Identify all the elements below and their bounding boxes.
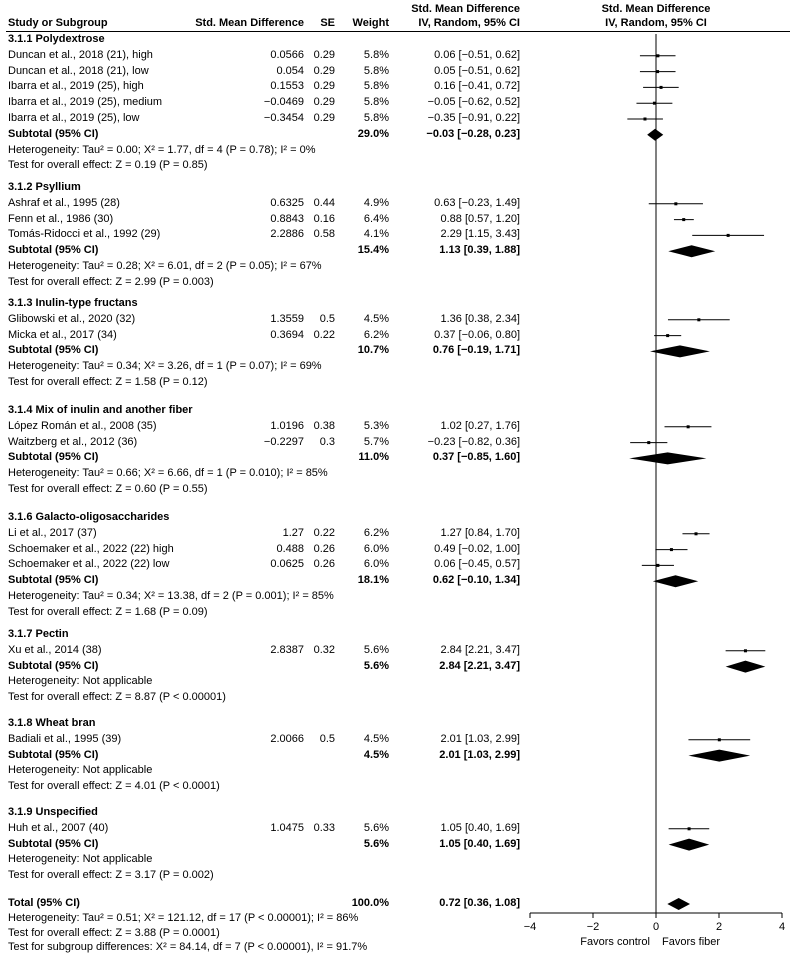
study-se: 0.22	[313, 328, 335, 341]
study-ci: 2.01 [1.03, 2.99]	[440, 732, 520, 745]
subtotal-label: Subtotal (95% CI)	[8, 748, 99, 761]
subtotal-label: Subtotal (95% CI)	[8, 127, 99, 140]
study-ci: 2.29 [1.15, 3.43]	[440, 228, 520, 241]
study-se: 0.29	[313, 64, 335, 77]
study-weight: 4.9%	[363, 196, 389, 209]
study-weight: 5.8%	[363, 48, 389, 61]
heterogeneity-text: Heterogeneity: Not applicable	[8, 764, 153, 777]
study-point	[647, 441, 650, 444]
header-se: SE	[320, 17, 335, 29]
subgroup-title: 3.1.8 Wheat bran	[8, 717, 96, 729]
subtotal-weight: 11.0%	[358, 451, 389, 464]
heterogeneity-text: Heterogeneity: Tau² = 0.34; X² = 13.38, df = 2 (P = 0.001); I² = 85%	[8, 590, 334, 602]
study-name: Schoemaker et al., 2022 (22) low	[8, 558, 170, 571]
study-ci: 1.27 [0.84, 1.70]	[440, 526, 520, 539]
overall-effect-text: Test for overall effect: Z = 1.68 (P = 0.09)	[8, 605, 208, 618]
subtotal-weight: 15.4%	[357, 244, 389, 257]
overall-effect-text: Test for overall effect: Z = 0.60 (P = 0.55)	[8, 483, 208, 495]
study-smd: 0.1553	[270, 80, 304, 93]
study-ci: 0.06 [−0.51, 0.62]	[434, 48, 520, 61]
subgroup-title: 3.1.9 Unspecified	[8, 806, 98, 818]
study-smd: −0.0469	[263, 96, 304, 109]
subtotal-ci: 0.62 [−0.10, 1.34]	[432, 574, 520, 587]
subtotal-ci: 0.76 [−0.19, 1.71]	[432, 344, 520, 357]
subtotal-ci: 2.84 [2.21, 3.47]	[439, 659, 520, 672]
study-weight: 6.0%	[363, 542, 389, 555]
heterogeneity-text: Heterogeneity: Tau² = 0.00; X² = 1.77, df = 4 (P = 0.78); I² = 0%	[8, 143, 316, 156]
heterogeneity-text: Heterogeneity: Not applicable	[8, 853, 153, 866]
x-tick-label: 2	[715, 921, 723, 933]
subtotal-weight: 18.1%	[357, 574, 389, 587]
study-weight: 6.2%	[363, 526, 389, 539]
subtotal-label: Subtotal (95% CI)	[8, 837, 99, 850]
study-name: Waitzberg et al., 2012 (36)	[8, 435, 138, 448]
study-name: López Román et al., 2008 (35)	[8, 419, 157, 432]
study-name: Fenn et al., 1986 (30)	[8, 212, 114, 225]
study-point	[643, 118, 646, 121]
subtotal-weight: 5.6%	[363, 659, 389, 672]
heterogeneity-text: Heterogeneity: Tau² = 0.28; X² = 6.01, df = 2 (P = 0.05); I² = 67%	[8, 260, 322, 272]
study-se: 0.26	[313, 542, 335, 555]
subgroup-title: 3.1.7 Pectin	[8, 628, 69, 640]
study-weight: 5.6%	[363, 643, 389, 656]
study-ci: 0.49 [−0.02, 1.00]	[434, 542, 520, 555]
study-se: 0.38	[313, 419, 335, 432]
study-ci: 0.06 [−0.45, 0.57]	[434, 558, 520, 571]
subtotal-diamond	[647, 129, 663, 141]
study-smd: −0.3454	[263, 112, 304, 124]
subtotal-weight: 10.7%	[357, 344, 389, 357]
subtotal-label: Subtotal (95% CI)	[8, 344, 99, 357]
study-smd: 0.054	[276, 64, 304, 77]
study-smd: 0.6325	[270, 196, 304, 209]
study-point	[718, 738, 721, 741]
study-name: Schoemaker et al., 2022 (22) high	[8, 542, 174, 555]
overall-effect-text: Test for overall effect: Z = 2.99 (P = 0.003)	[8, 275, 214, 288]
subtotal-diamond	[653, 575, 698, 587]
subtotal-ci: 0.37 [−0.85, 1.60]	[432, 451, 520, 464]
study-name: Xu et al., 2014 (38)	[8, 643, 102, 656]
heterogeneity-text: Heterogeneity: Tau² = 0.34; X² = 3.26, df = 1 (P = 0.07); I² = 69%	[8, 360, 322, 373]
study-name: Ibarra et al., 2019 (25), high	[8, 80, 144, 93]
study-ci: 1.05 [0.40, 1.69]	[440, 821, 520, 834]
study-smd: 0.3694	[270, 328, 304, 341]
overall-effect-text: Test for overall effect: Z = 0.19 (P = 0.85)	[8, 159, 208, 172]
subtotal-diamond	[726, 661, 766, 673]
header-smd: Std. Mean Difference	[195, 17, 304, 29]
study-name: Ibarra et al., 2019 (25), low	[8, 112, 140, 124]
study-name: Badiali et al., 1995 (39)	[8, 732, 122, 745]
study-weight: 5.8%	[363, 96, 389, 109]
study-name: Ashraf et al., 1995 (28)	[8, 196, 120, 209]
study-se: 0.5	[319, 312, 335, 325]
subtotal-label: Subtotal (95% CI)	[8, 451, 99, 464]
total-label: Total (95% CI)	[8, 897, 80, 909]
study-se: 0.5	[319, 732, 335, 745]
study-name: Duncan et al., 2018 (21), high	[8, 48, 153, 61]
subtotal-ci: 2.01 [1.03, 2.99]	[439, 748, 520, 761]
subtotal-diamond	[650, 345, 710, 357]
total-diamond	[667, 898, 690, 910]
study-se: 0.29	[313, 96, 335, 109]
subtotal-diamond	[669, 839, 710, 851]
study-smd: 2.2886	[270, 228, 304, 241]
study-smd: 2.8387	[270, 643, 304, 656]
study-smd: 0.488	[276, 542, 304, 555]
study-smd: 2.0066	[270, 732, 304, 745]
subgroup-title: 3.1.4 Mix of inulin and another fiber	[8, 404, 193, 416]
header-ci-line1: Std. Mean Difference	[411, 3, 520, 15]
subtotal-label: Subtotal (95% CI)	[8, 244, 99, 257]
overall-effect-text: Test for overall effect: Z = 1.58 (P = 0.12)	[8, 376, 208, 388]
study-se: 0.58	[313, 228, 335, 241]
heterogeneity-text: Heterogeneity: Not applicable	[8, 675, 153, 688]
subtotal-ci: −0.03 [−0.28, 0.23]	[426, 127, 520, 140]
study-ci: 0.63 [−0.23, 1.49]	[434, 196, 520, 209]
study-point	[674, 202, 677, 205]
footer-text: Heterogeneity: Tau² = 0.51; X² = 121.12, df = 17 (P < 0.00001); I² = 86%	[8, 912, 359, 924]
study-point	[744, 649, 747, 652]
study-ci: 0.37 [−0.06, 0.80]	[434, 328, 520, 341]
study-name: Glibowski et al., 2020 (32)	[8, 312, 136, 325]
study-weight: 5.8%	[363, 112, 389, 124]
subtotal-weight: 4.5%	[363, 748, 389, 761]
subtotal-diamond	[688, 750, 750, 762]
study-weight: 5.7%	[363, 435, 389, 448]
study-point	[682, 218, 685, 221]
study-weight: 5.6%	[363, 821, 389, 834]
study-ci: −0.23 [−0.82, 0.36]	[427, 435, 520, 448]
subtotal-diamond	[629, 452, 706, 464]
study-weight: 5.8%	[363, 80, 389, 93]
study-weight: 4.1%	[363, 228, 389, 241]
study-smd: 1.27	[282, 526, 304, 539]
x-tick-label: −4	[523, 921, 537, 933]
study-smd: 0.0566	[270, 48, 304, 61]
x-tick-label: 4	[778, 921, 786, 933]
study-ci: 1.02 [0.27, 1.76]	[440, 419, 520, 432]
subgroup-title: 3.1.1 Polydextrose	[8, 33, 105, 45]
overall-effect-text: Test for overall effect: Z = 3.17 (P = 0.002)	[8, 869, 214, 882]
study-name: Ibarra et al., 2019 (25), medium	[8, 96, 163, 109]
study-se: 0.29	[313, 112, 335, 124]
study-point	[727, 234, 730, 237]
favors-fiber-label: Favors fiber	[662, 936, 721, 948]
header-plot-line2: IV, Random, 95% CI	[605, 17, 707, 29]
study-se: 0.44	[313, 196, 335, 209]
study-point	[695, 532, 698, 535]
subgroup-title: 3.1.6 Galacto-oligosaccharides	[8, 511, 170, 523]
study-point	[656, 564, 659, 567]
subtotal-weight: 29.0%	[357, 127, 389, 140]
study-weight: 6.0%	[363, 558, 389, 571]
study-weight: 6.4%	[363, 212, 389, 225]
study-weight: 4.5%	[363, 732, 389, 745]
study-point	[666, 334, 669, 337]
study-weight: 5.8%	[363, 64, 389, 77]
study-smd: −0.2297	[263, 435, 304, 448]
header-weight: Weight	[352, 17, 389, 29]
study-point	[670, 548, 673, 551]
study-se: 0.29	[313, 48, 335, 61]
study-point	[697, 318, 700, 321]
study-ci: 0.16 [−0.41, 0.72]	[434, 80, 520, 93]
study-se: 0.26	[313, 558, 335, 571]
subtotal-label: Subtotal (95% CI)	[8, 574, 99, 587]
study-se: 0.22	[313, 526, 335, 539]
study-smd: 0.8843	[270, 212, 304, 225]
study-point	[660, 86, 663, 89]
study-point	[653, 102, 656, 105]
study-name: Li et al., 2017 (37)	[8, 526, 97, 539]
study-point	[656, 70, 659, 73]
subgroup-title: 3.1.3 Inulin-type fructans	[8, 297, 138, 309]
study-point	[656, 54, 659, 57]
overall-effect-text: Test for overall effect: Z = 8.87 (P < 0.00001)	[8, 691, 226, 704]
study-point	[688, 827, 691, 830]
subgroup-title: 3.1.2 Psyllium	[8, 181, 81, 193]
total-weight: 100.0%	[351, 897, 389, 909]
study-weight: 5.3%	[363, 419, 389, 432]
study-ci: 1.36 [0.38, 2.34]	[440, 312, 520, 325]
favors-control-label: Favors control	[580, 936, 650, 948]
study-ci: 0.05 [−0.51, 0.62]	[434, 64, 520, 77]
study-ci: −0.35 [−0.91, 0.22]	[427, 112, 520, 124]
header-study: Study or Subgroup	[8, 17, 108, 29]
total-ci: 0.72 [0.36, 1.08]	[439, 897, 520, 909]
header-plot-line1: Std. Mean Difference	[601, 3, 711, 15]
study-name: Tomás-Ridocci et al., 1992 (29)	[8, 228, 161, 241]
study-ci: 0.88 [0.57, 1.20]	[440, 212, 520, 225]
study-smd: 1.0196	[270, 419, 304, 432]
study-se: 0.33	[313, 821, 335, 834]
study-se: 0.3	[319, 435, 335, 448]
subtotal-label: Subtotal (95% CI)	[8, 659, 99, 672]
study-se: 0.32	[313, 643, 335, 656]
study-ci: 2.84 [2.21, 3.47]	[440, 643, 520, 656]
study-smd: 0.0625	[270, 558, 304, 571]
study-ci: −0.05 [−0.62, 0.52]	[427, 96, 520, 109]
subtotal-ci: 1.05 [0.40, 1.69]	[439, 837, 520, 850]
overall-effect-text: Test for overall effect: Z = 4.01 (P < 0.0001)	[8, 780, 220, 793]
study-name: Duncan et al., 2018 (21), low	[8, 64, 149, 77]
heterogeneity-text: Heterogeneity: Tau² = 0.66; X² = 6.66, df = 1 (P = 0.010); I² = 85%	[8, 467, 328, 480]
subtotal-diamond	[668, 245, 715, 257]
study-name: Micka et al., 2017 (34)	[8, 328, 117, 341]
footer-text: Test for subgroup differences: X² = 84.14, df = 7 (P < 0.00001), I² = 91.7%	[8, 941, 368, 953]
study-se: 0.16	[313, 212, 335, 225]
x-tick-label: −2	[586, 921, 600, 933]
x-tick-label: 0	[652, 921, 660, 933]
study-smd: 1.0475	[270, 821, 304, 834]
study-point	[687, 425, 690, 428]
study-smd: 1.3559	[270, 312, 304, 325]
footer-text: Test for overall effect: Z = 3.88 (P = 0.0001)	[8, 926, 220, 939]
subtotal-ci: 1.13 [0.39, 1.88]	[439, 244, 520, 257]
study-name: Huh et al., 2007 (40)	[8, 821, 109, 834]
header-ci-line2: IV, Random, 95% CI	[418, 17, 520, 29]
study-se: 0.29	[313, 80, 335, 93]
subtotal-weight: 5.6%	[363, 837, 389, 850]
study-weight: 4.5%	[363, 312, 389, 325]
study-weight: 6.2%	[363, 328, 389, 341]
